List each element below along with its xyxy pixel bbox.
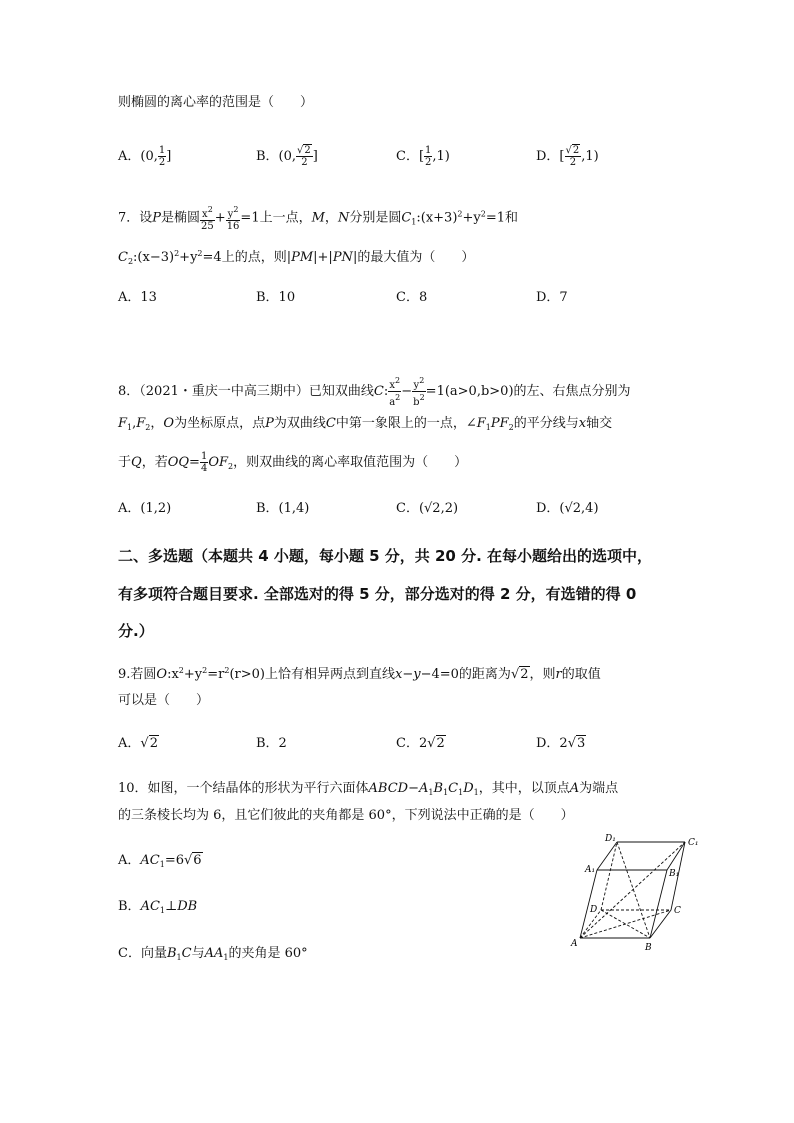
q7-line2: $C_2:(x-3)^2+y^2=4$上的点，则|PM|+|PN|的最大值为（ ） (118, 249, 475, 266)
q9-option-d: D．2√3 (536, 736, 586, 751)
q7-option-b: B．10 (256, 290, 296, 305)
label-b: B (645, 943, 652, 953)
q9-option-b: B．2 (256, 736, 287, 751)
q6-stem-tail: 则椭圆的离心率的范围是（ ） (118, 95, 314, 110)
edge-bb1 (650, 870, 667, 938)
q6-option-b: B．(0, $\frac{√2}{2}$ ] (256, 145, 318, 168)
q10-option-a: A．$AC_1=6√6$ (118, 853, 202, 869)
diagonal-ac1 (580, 842, 685, 938)
q7-option-c: C．8 (396, 290, 428, 305)
q8-line1: 8．（2021・重庆一中高三期中）已知双曲线C: $\frac{x^2}{a^2}$ − $\frac{y^2}{b^2}$ =1(a>0,b>0)的左、右焦点分别为 (118, 376, 631, 408)
section2-line3: 分.） (118, 622, 154, 640)
edge-aa1 (580, 870, 597, 938)
q6-option-c: C．[ $\frac{1}{2}$ ,1) (396, 145, 450, 168)
section2-line1: 二、多选题（本题共 4 小题，每小题 5 分，共 20 分. 在每小题给出的选项中， (118, 547, 653, 565)
diagonal-d1b (617, 842, 650, 938)
q7-option-d: D．7 (536, 290, 568, 305)
q9-line1: 9.若圆$O:x^2+y^2=r^2(r>0)$上恰有相异两点到直线x−y−4=0的距离为√2，则r的取值 (118, 666, 601, 682)
section2-line2: 有多项符合题目要求. 全部选对的得 5 分，部分选对的得 2 分，有选错的得 0 (118, 585, 637, 603)
q8-line3: 于Q，若OQ= $\frac{1}{4}$ $OF_2$，则双曲线的离心率取值范围为（ ） (118, 451, 468, 474)
q7-options (118, 286, 718, 312)
edge-dd1 (601, 842, 617, 910)
q10-line1: 10．如图，一个结晶体的形状为平行六面体$ABCD-A_1B_1C_1D_1$，其中，以顶点A为端点 (118, 781, 619, 797)
q8-options (118, 497, 718, 523)
q8-option-d: D．(√2,4) (536, 501, 599, 516)
label-a: A (571, 939, 578, 949)
q10-option-c: C．向量$B_1C$与$AA_1$的夹角是 60° (118, 946, 308, 962)
label-d1: D₁ (605, 834, 616, 844)
label-a1: A₁ (585, 865, 596, 875)
q6-option-d: D．[ $\frac{√2}{2}$ ,1) (536, 145, 599, 168)
label-b1: B₁ (669, 869, 680, 879)
label-c: C (674, 906, 681, 916)
q9-options (118, 732, 718, 758)
parallelepiped-figure (565, 828, 710, 958)
q6-option-a: A．(0, $\frac{1}{2}$ ] (118, 145, 172, 168)
q6-options (118, 145, 718, 171)
label-c1: C₁ (688, 838, 699, 848)
q8-option-b: B．(1,4) (256, 501, 310, 516)
q10-line2: 的三条棱长均为 6，且它们彼此的夹角都是 60°，下列说法中正确的是（ ） (118, 808, 574, 823)
q9-line2: 可以是（ ） (118, 693, 210, 708)
q9-option-a: A．√2 (118, 736, 158, 751)
q9-option-c: C．2√2 (396, 736, 445, 751)
q10-option-b: B．$AC_1\perp DB$ (118, 899, 198, 915)
q8-option-c: C．(√2,2) (396, 501, 459, 516)
q7-line1: 7．设P是椭圆 $\frac{x^2}{25}$ + $\frac{y^2}{16}$ =1上一点，M，N分别是圆$C_1:(x+3)^2+y^2=1$和 (118, 205, 519, 232)
q8-line2: $F_1,F_2$，O为坐标原点，点P为双曲线C中第一象限上的一点，$\angle F_1PF_2$的平分线与x轴交 (118, 416, 613, 432)
q7-option-a: A．13 (118, 290, 157, 305)
label-d: D (590, 905, 598, 915)
q8-option-a: A．(1,2) (118, 501, 172, 516)
